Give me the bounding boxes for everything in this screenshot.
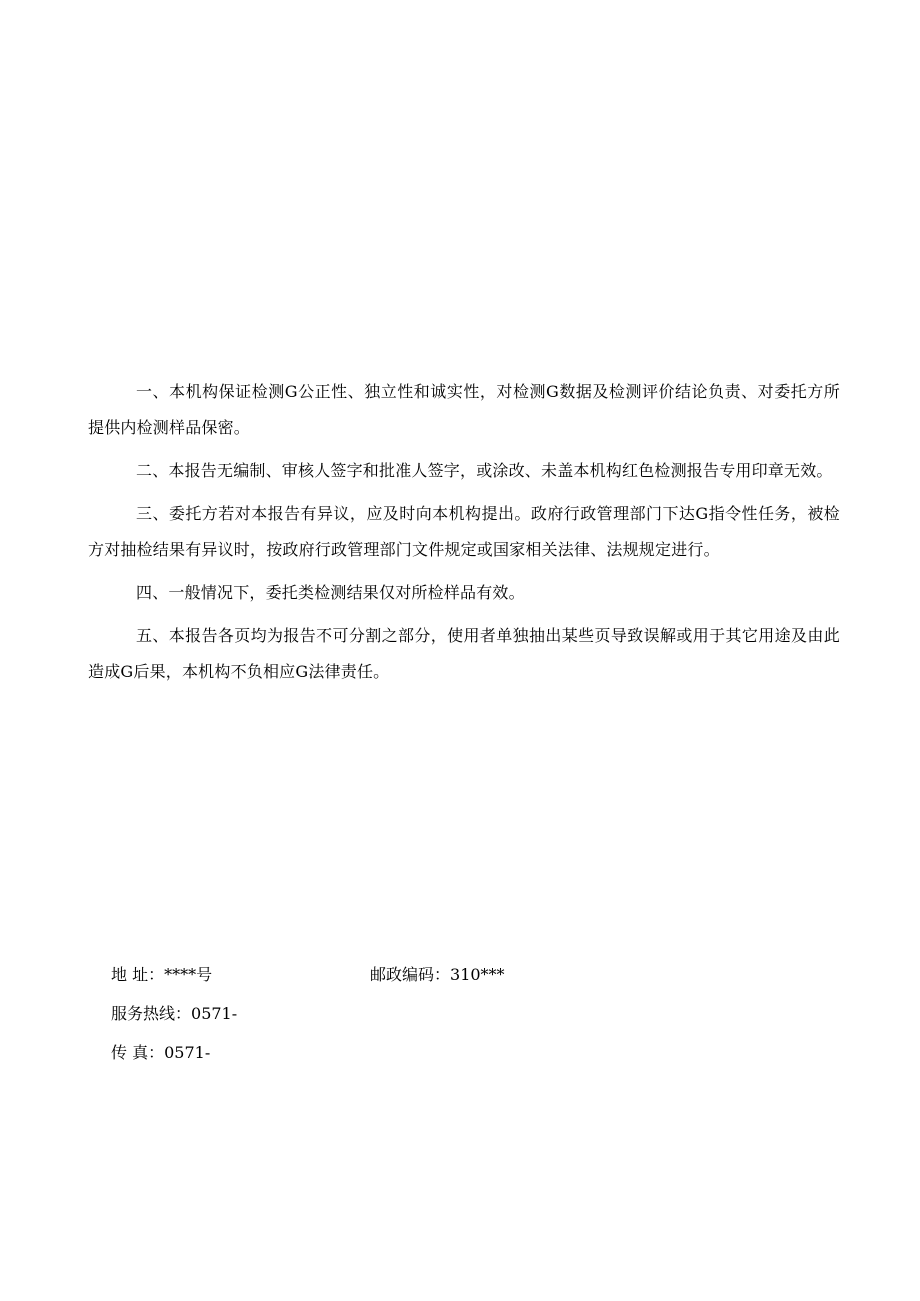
fax-label: 传 真： [111, 1043, 165, 1062]
hotline-field [111, 997, 237, 1031]
notice-paragraph-4: 四、一般情况下，委托类检测结果仅对所检样品有效。 [136, 583, 525, 602]
contact-row-fax [111, 1036, 711, 1075]
notice-section [88, 374, 840, 697]
notice-paragraph-2: 二、本报告无编制、审核人签字和批准人签字，或涂改、未盖本机构红色检测报告专用印章无效。 [136, 461, 833, 480]
postcode-value: 310*** [450, 965, 505, 984]
address-field [111, 958, 212, 992]
fax-field [111, 1036, 210, 1070]
address-label: 地 址： [111, 965, 165, 984]
postcode-field [370, 958, 505, 992]
hotline-label: 服务热线： [111, 1004, 192, 1023]
hotline-value: 0571- [191, 1004, 238, 1023]
notice-paragraph-1: 一、本机构保证检测G公正性、独立性和诚实性，对检测G数据及检测评价结论负责、对委托方所提供内检测样品保密。 [88, 382, 840, 437]
contact-row-address [111, 958, 711, 997]
notice-paragraph-5: 五、本报告各页均为报告不可分割之部分，使用者单独抽出某些页导致误解或用于其它用途及由此造成G后果，本机构不负相应G法律责任。 [88, 626, 840, 681]
postcode-label: 邮政编码： [370, 965, 451, 984]
notice-paragraph-3: 三、委托方若对本报告有异议，应及时向本机构提出。政府行政管理部门下达G指令性任务，被检方对抽检结果有异议时，按政府行政管理部门文件规定或国家相关法律、法规规定进行。 [88, 504, 840, 559]
contact-row-hotline [111, 997, 711, 1036]
fax-value: 0571- [164, 1043, 211, 1062]
contact-info [111, 958, 711, 1062]
address-value: ****号 [164, 965, 213, 984]
